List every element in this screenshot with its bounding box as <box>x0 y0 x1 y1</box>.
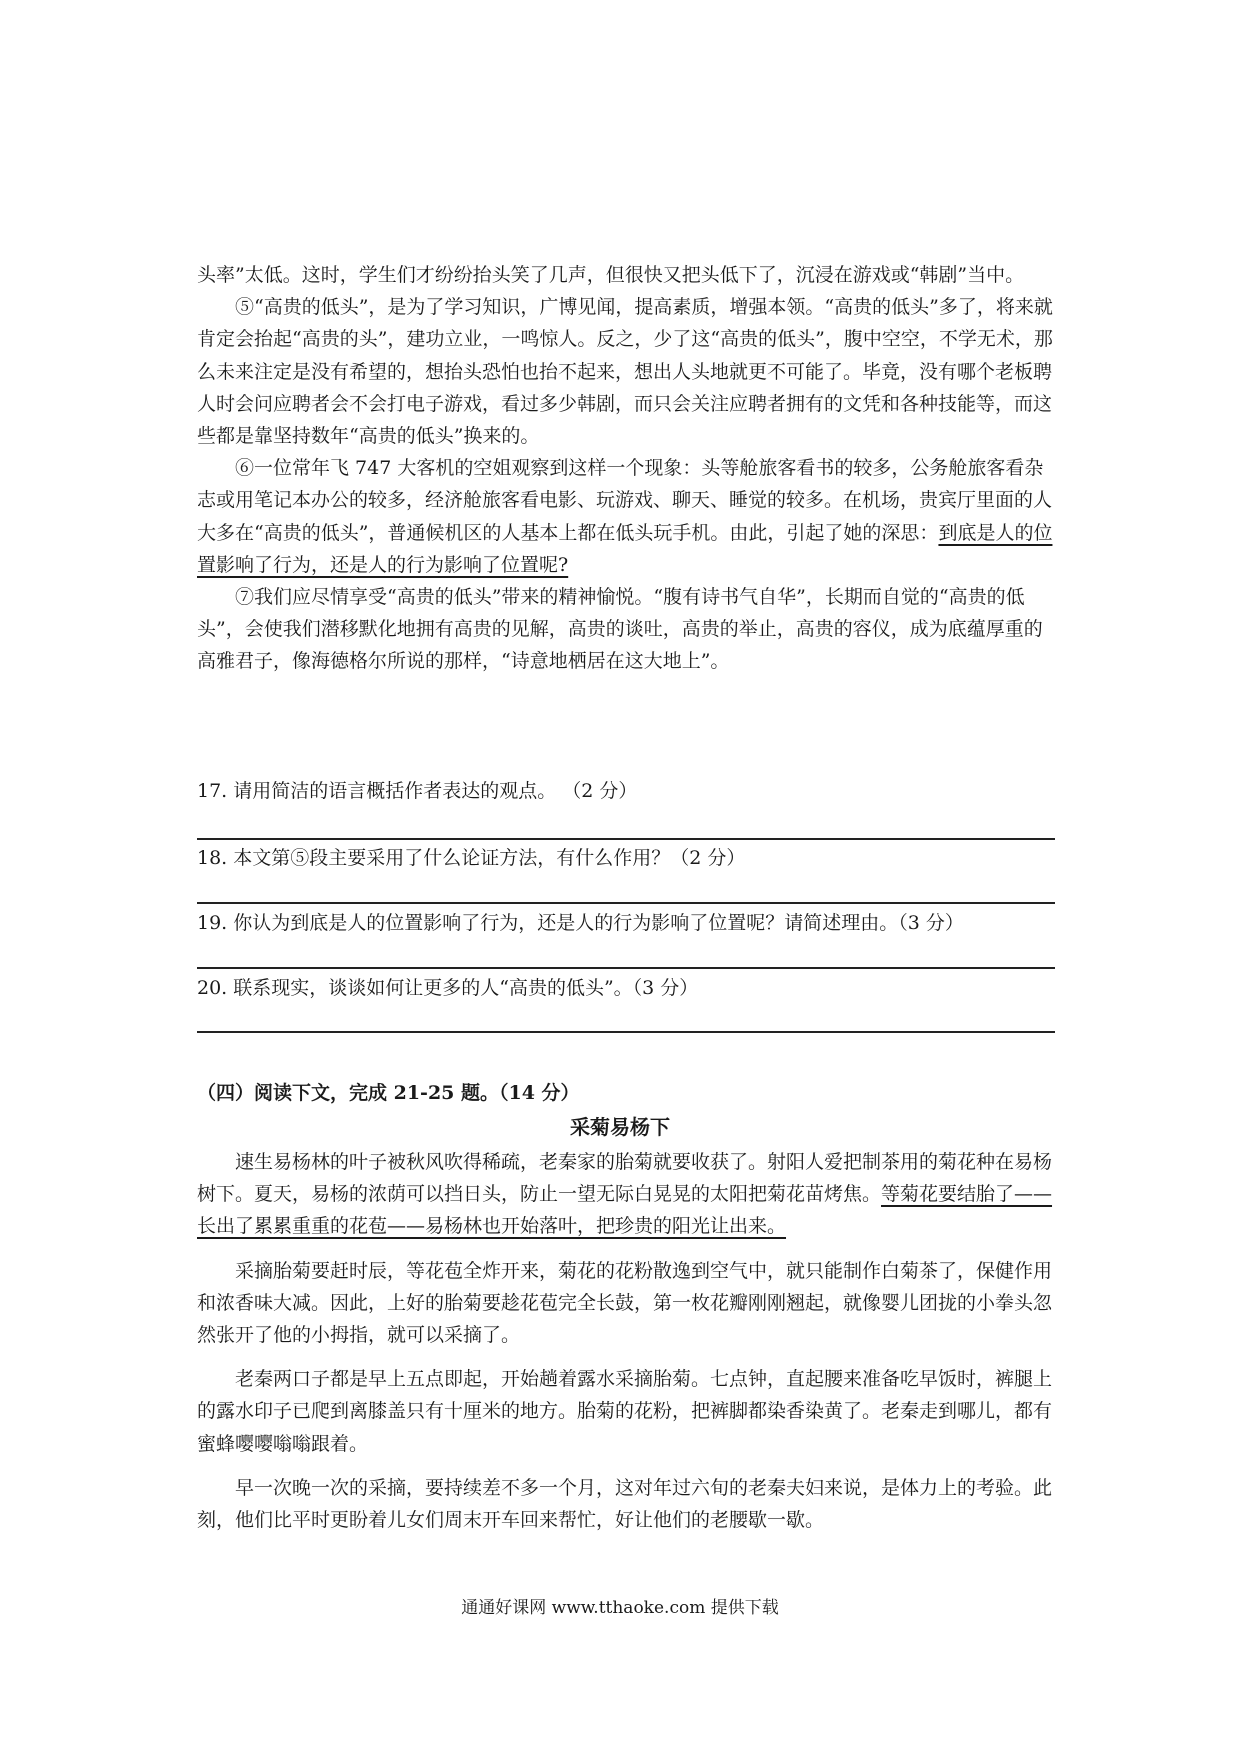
story-body <box>197 1146 1055 1548</box>
essay-paragraph-6 <box>197 452 1055 581</box>
question-17: 17. 请用简洁的语言概括作者表达的观点。 （2 分） <box>197 780 638 802</box>
story-paragraph-3: 老秦两口子都是早上五点即起，开始趟着露水采摘胎菊。七点钟，直起腰来准备吃早饭时，裤腿上的露水印子已爬到离膝盖只有十厘米的地方。胎菊的花粉，把裤脚都染香染黄了。老秦走到哪儿，都有蜜蜂嘤嘤嗡嗡跟着。 <box>197 1368 1053 1455</box>
question-19: 19. 你认为到底是人的位置影响了行为，还是人的行为影响了位置呢？请简述理由。（3 分） <box>197 912 964 934</box>
section-heading: （四）阅读下文，完成 21-25 题。（14 分） <box>197 1082 580 1104</box>
story-paragraph-1 <box>197 1146 1055 1243</box>
answer-line-17 <box>197 838 1055 840</box>
question-20: 20. 联系现实，谈谈如何让更多的人“高贵的低头”。（3 分） <box>197 977 699 999</box>
story-paragraph-1-underlined: 等菊花要结胎了——长出了累累重重的花苞——易杨林也开始落叶，把珍贵的阳光让出来。 <box>197 1183 1053 1238</box>
essay-paragraph-5: ⑤“高贵的低头”，是为了学习知识，广博见闻，提高素质，增强本领。“高贵的低头”多了，将来就肯定会抬起“高贵的头”，建功立业，一鸣惊人。反之，少了这“高贵的低头”，腹中空空，不学无术，那么未来注定是没有希望的，想抬头恐怕也抬不起来，想出人头地就更不可能了。毕竟，没有哪个老板聘人时会问应聘者会不会打电子游戏，看过多少韩剧，而只会关注应聘者拥有的文凭和各种技能等，而这些都是靠坚持数年“高贵的低头”换来的。 <box>197 296 1053 448</box>
question-18: 18. 本文第⑤段主要采用了什么论证方法，有什么作用？（2 分） <box>197 847 746 869</box>
story-paragraph-4: 早一次晚一次的采摘，要持续差不多一个月，这对年过六旬的老秦夫妇来说，是体力上的考验。此刻，他们比平时更盼着儿女们周末开车回来帮忙，好让他们的老腰歇一歇。 <box>197 1476 1053 1532</box>
footer-source: 通通好课网 www.tthaoke.com 提供下载 <box>461 1598 779 1618</box>
paragraph-6-underlined-question: 到底是人的位置影响了行为，还是人的行为影响了位置呢? <box>197 521 1053 576</box>
answer-line-19 <box>197 967 1055 969</box>
paragraph-6-text: ⑥一位常年飞 747 大客机的空姐观察到这样一个现象：头等舱旅客看书的较多，公务舱旅客看杂志或用笔记本办公的较多，经济舱旅客看电影、玩游戏、聊天、睡觉的较多。在机场，贵宾厅里面的人大多在“高贵的低头”，普通候机区的人基本上都在低头玩手机。由此，引起了她的深思： <box>197 457 1053 544</box>
essay-paragraph-7: ⑦我们应尽情享受“高贵的低头”带来的精神愉悦。“腹有诗书气自华”，长期而自觉的“高贵的低头”，会使我们潜移默化地拥有高贵的见解，高贵的谈吐，高贵的举止，高贵的容仪，成为底蕴厚重的高雅君子，像海德格尔所说的那样，“诗意地栖居在这大地上”。 <box>197 586 1043 673</box>
story-paragraph-2: 采摘胎菊要赶时辰，等花苞全炸开来，菊花的花粉散逸到空气中，就只能制作白菊茶了，保健作用和浓香味大减。因此，上好的胎菊要趁花苞完全长鼓，第一枚花瓣刚刚翘起，就像婴儿团拢的小拳头忽然张开了他的小拇指，就可以采摘了。 <box>197 1259 1053 1347</box>
essay-body <box>197 259 1055 678</box>
answer-line-18 <box>197 902 1055 904</box>
essay-paragraph-continued: 头率”太低。这时，学生们才纷纷抬头笑了几声，但很快又把头低下了，沉浸在游戏或“韩剧”当中。 <box>197 264 1025 286</box>
story-title: 采菊易杨下 <box>570 1115 670 1139</box>
answer-line-20 <box>197 1031 1055 1033</box>
story-paragraph-1-text: 速生易杨林的叶子被秋风吹得稀疏，老秦家的胎菊就要收获了。射阳人爱把制茶用的菊花种在易杨树下。夏天，易杨的浓荫可以挡日头，防止一望无际白晃晃的太阳把菊花苗烤焦。 <box>197 1151 1053 1206</box>
